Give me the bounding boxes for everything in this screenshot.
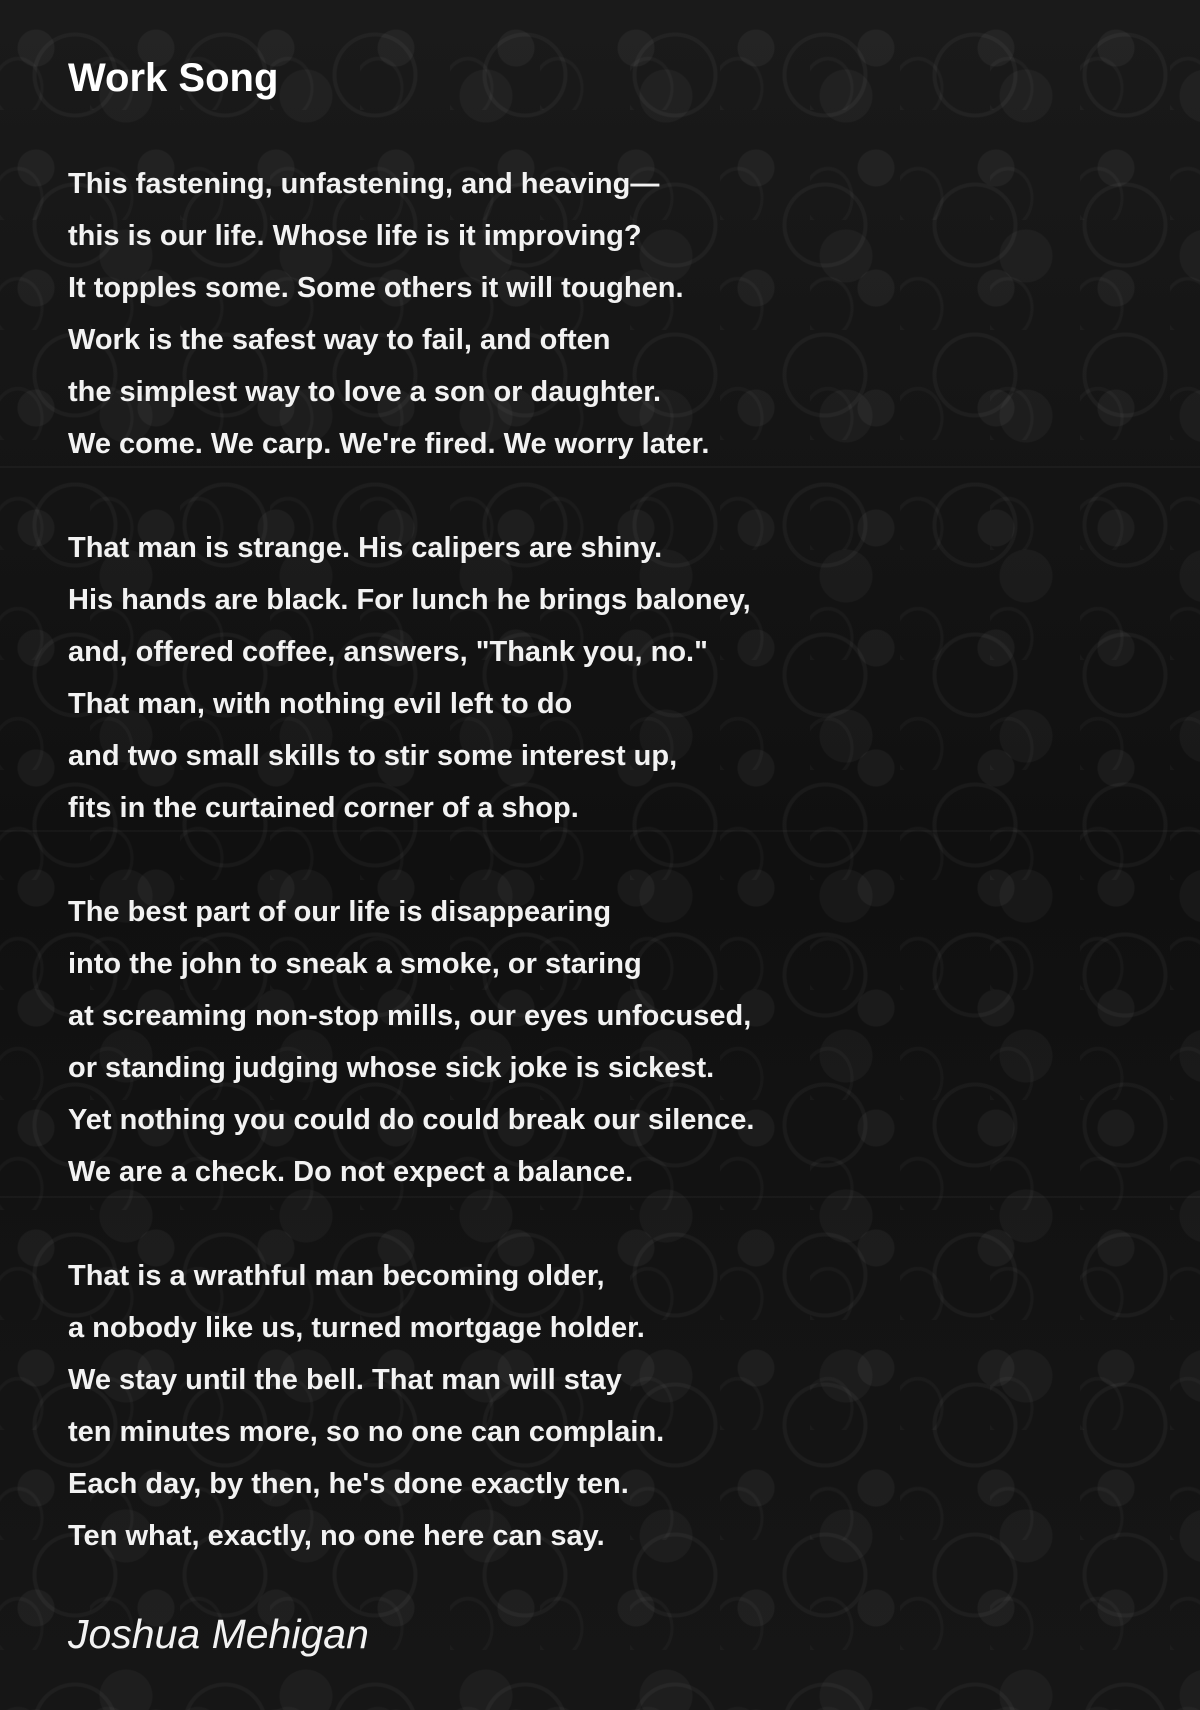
poem-line: Ten what, exactly, no one here can say.: [68, 1520, 605, 1552]
poem-line: this is our life. Whose life is it improving?: [68, 220, 642, 252]
poem-line: The best part of our life is disappearing: [68, 896, 612, 928]
poem-line: a nobody like us, turned mortgage holder.: [68, 1312, 645, 1344]
poem-author: Joshua Mehigan: [68, 1611, 369, 1657]
poem-line: and, offered coffee, answers, "Thank you, no.": [68, 636, 708, 668]
poem-line: at screaming non-stop mills, our eyes unfocused,: [68, 1000, 752, 1032]
poem-line: Work is the safest way to fail, and often: [68, 324, 611, 356]
poem-line: This fastening, unfastening, and heaving—: [68, 168, 660, 200]
poem-line: That man, with nothing evil left to do: [68, 688, 573, 720]
poem-line: into the john to sneak a smoke, or staring: [68, 948, 642, 980]
poem: [68, 48, 1148, 1614]
poem-line: His hands are black. For lunch he brings baloney,: [68, 584, 751, 616]
poem-line: We are a check. Do not expect a balance.: [68, 1156, 634, 1188]
poem-line: or standing judging whose sick joke is sickest.: [68, 1052, 715, 1084]
stanza-4: [68, 1250, 1148, 1562]
poem-line: and two small skills to stir some interest up,: [68, 740, 678, 772]
stanza-2: [68, 522, 1148, 834]
poem-line: It topples some. Some others it will toughen.: [68, 272, 684, 304]
poem-line: ten minutes more, so no one can complain.: [68, 1416, 665, 1448]
poem-line: the simplest way to love a son or daughter.: [68, 376, 662, 408]
poem-title: Work Song: [68, 56, 279, 100]
stanza-3: [68, 886, 1148, 1198]
poem-line: We stay until the bell. That man will stay: [68, 1364, 622, 1396]
stanza-1: [68, 158, 1148, 470]
poem-line: That is a wrathful man becoming older,: [68, 1260, 605, 1292]
poem-line: fits in the curtained corner of a shop.: [68, 792, 579, 824]
poem-line: We come. We carp. We're fired. We worry later.: [68, 428, 710, 460]
poem-line: Each day, by then, he's done exactly ten.: [68, 1468, 629, 1500]
poem-line: Yet nothing you could do could break our silence.: [68, 1104, 755, 1136]
poem-line: That man is strange. His calipers are shiny.: [68, 532, 663, 564]
